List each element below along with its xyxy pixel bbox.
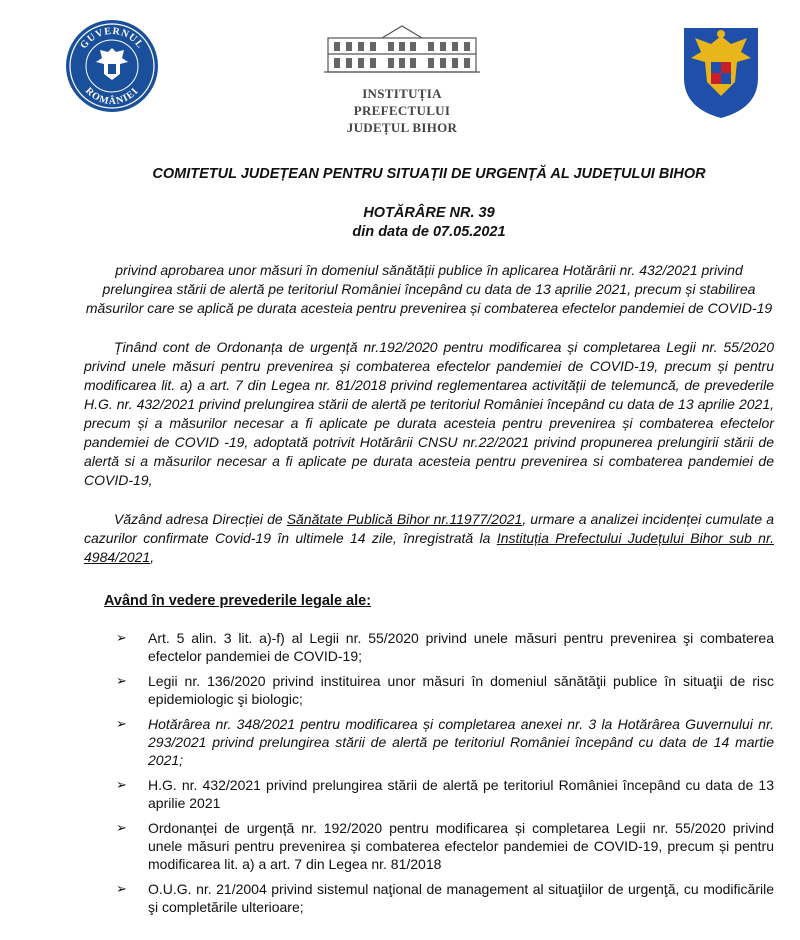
legal-provisions-heading: Având în vedere prevederile legale ale:: [104, 593, 372, 609]
list-item: [116, 776, 774, 812]
arrow-bullet-icon: ➢: [116, 777, 127, 792]
letterhead: [0, 0, 800, 140]
institution-logo: [322, 24, 482, 136]
institution-line-2: JUDEȚUL BIHOR: [346, 120, 458, 135]
decision-heading: [84, 204, 774, 242]
list-item-text: O.U.G. nr. 21/2004 privind sistemul naţional de management al situaţiilor de urgenţă, cu modificările şi completările ulterioare;: [148, 881, 774, 915]
list-item-text: Art. 5 alin. 3 lit. a)-f) al Legii nr. 55/2020 privind unele măsuri pentru prevenirea şi combaterea efectelor pandemiei de COVID-19;: [148, 630, 774, 664]
list-item-text: Legii nr. 136/2020 privind instituirea unor măsuri în domeniul sănătăţii publice în situaţii de risc epidemiologic şi biologic;: [148, 673, 774, 707]
list-item: [116, 715, 774, 769]
paragraph-text-1: Văzând adresa Direcției de: [114, 511, 287, 527]
decision-subject: privind aprobarea unor măsuri în domeniul sănătății publice în aplicarea Hotărârii nr. 432/2021 privind prelungirea stării de alertă pe teritoriul României începând cu data de 13 aprilie 2021, precum și stabilirea măsurilor care se aplică pe durata acesteia pentru prevenirea și combaterea efectelor pandemiei de COVID-19: [85, 262, 773, 316]
prefecture-reference: Instituția Prefectului Județului Bihor sub nr. 4984/2021: [84, 530, 774, 565]
arrow-bullet-icon: ➢: [116, 630, 127, 645]
institution-line-1: INSTITUȚIA PREFECTULUI: [353, 86, 451, 118]
decision-number: HOTĂRÂRE NR. 39: [363, 205, 495, 221]
list-item-text: H.G. nr. 432/2021 privind prelungirea stării de alertă pe teritoriul României începând cu data de 13 aprilie 2021: [148, 777, 774, 811]
institution-name: [322, 85, 482, 136]
svg-text:ROMÂNIEI: ROMÂNIEI: [82, 85, 142, 108]
paragraph-seeing-address: [84, 510, 774, 567]
arrow-bullet-icon: ➢: [116, 881, 127, 896]
list-item: [116, 880, 774, 916]
list-item: [116, 629, 774, 665]
dsp-reference: Sănătate Publică Bihor nr.11977/2021: [286, 511, 523, 527]
list-item: [116, 819, 774, 873]
decision-document: [84, 166, 774, 923]
arrow-bullet-icon: ➢: [116, 673, 127, 688]
paragraph-text-2: , urmare a analizei incidenței cumulate a cazurilor confirmate Covid-19 în ultimele 14 zile, înregistrată la: [84, 511, 774, 546]
list-item-text: Hotărârea nr. 348/2021 pentru modificarea și completarea anexei nr. 3 la Hotărârea Guvernului nr. 293/2021 privind prelungirea stării de alertă pe teritoriul României începând cu data de 14 martie 2021;: [148, 716, 774, 768]
paragraph-text-3: ,: [150, 549, 155, 565]
list-item-text: Ordonanței de urgență nr. 192/2020 pentru modificarea și completarea Legii nr. 55/2020 privind unele măsuri pentru prevenirea și combaterea efectelor pandemiei de COVID-19, precum și pentru modificarea lit. a) a art. 7 din Legea nr. 81/2018: [148, 820, 774, 872]
guvernul-romaniei-logo: [64, 18, 160, 114]
arrow-bullet-icon: ➢: [116, 820, 127, 835]
paragraph-considering: Ținând cont de Ordonanța de urgență nr.192/2020 pentru modificarea și completarea Legii nr. 55/2020 privind unele măsuri pentru prevenirea și combaterea efectelor pandemiei de COVID-19, precum și pentru modificarea lit. a) a art. 7 din Legea nr. 81/2018 privind reglementarea activității de telemuncă, de prevederile H.G. nr. 432/2021 privind prelungirea stării de alertă pe teritoriul României începând cu data de 13 aprilie 2021, precum și a măsurilor necesar a fi aplicate pe durata acesteia pentru prevenirea și combaterea efectelor pandemiei de COVID -19, adoptată potrivit Hotărârii CNSU nr.22/2021 privind propunerea prelungirii stării de alertă si a măsurilor necesar a fi aplicate pe durata acesteia pentru prevenirea si combaterea pandemiei de COVID-19,: [84, 339, 774, 488]
legal-provisions-list: [84, 629, 774, 916]
svg-text:GUVERNUL: GUVERNUL: [78, 25, 146, 52]
arrow-bullet-icon: ➢: [116, 716, 127, 731]
building-icon: [322, 24, 482, 76]
committee-title: COMITETUL JUDEȚEAN PENTRU SITUAȚII DE URGENȚĂ AL JUDEȚULUI BIHOR: [152, 166, 706, 182]
list-item: [116, 672, 774, 708]
decision-date: din data de 07.05.2021: [352, 224, 506, 240]
coat-of-arms-icon: [680, 20, 762, 120]
